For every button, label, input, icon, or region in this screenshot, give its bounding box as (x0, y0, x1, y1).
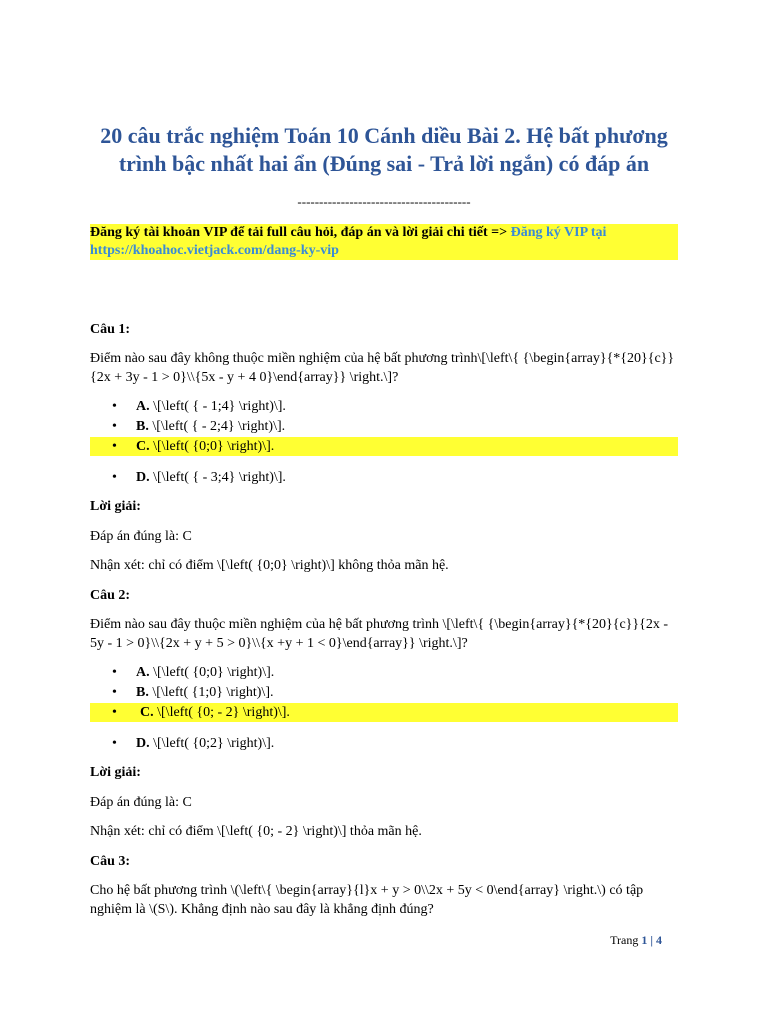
bullet-icon: • (112, 419, 117, 434)
bullet-icon: • (112, 665, 117, 680)
bullet-icon: • (112, 705, 117, 720)
option-text: \[\left( {0; - 2} \right)\]. (153, 705, 290, 720)
q1-note: Nhận xét: chỉ có điểm \[\left( {0;0} \right)\] không thỏa mãn hệ. (90, 558, 449, 573)
option-letter: B. (136, 685, 149, 700)
question-2-label: Câu 2: (90, 588, 131, 603)
question-1-text: Điểm nào sau đây không thuộc miền nghiệm của hệ bất phương trình\[\left\{ {\begin{array}{*{20}{c}}{2x + 3y - 1 > 0}\\{5x - y + 4 0}\end{array}} \right.\]? (90, 351, 675, 385)
bullet-icon: • (112, 470, 117, 485)
option-letter: A. (136, 665, 150, 680)
question-3-label: Câu 3: (90, 854, 131, 869)
q1-answer: Đáp án đúng là: C (90, 529, 192, 544)
divider: ---------------------------------------- (297, 194, 471, 209)
footer-separator: | (647, 933, 656, 947)
q1-option-c-correct[interactable] (90, 437, 678, 456)
page-footer (0, 932, 662, 948)
option-text: \[\left( {0;0} \right)\]. (149, 665, 275, 680)
bullet-icon: • (112, 736, 117, 751)
footer-prefix: Trang (610, 933, 642, 947)
option-letter: A. (136, 399, 150, 414)
option-letter: C. (136, 439, 150, 454)
q2-option-c-correct[interactable] (90, 703, 678, 722)
option-text: \[\left( {0;0} \right)\]. (149, 439, 275, 454)
bullet-icon: • (112, 399, 117, 414)
question-1-label: Câu 1: (90, 322, 131, 337)
option-text: \[\left( { - 2;4} \right)\]. (148, 419, 286, 434)
current-page: 1 (641, 933, 648, 947)
option-text: \[\left( {1;0} \right)\]. (148, 685, 274, 700)
bullet-icon: • (112, 439, 117, 454)
option-letter: B. (136, 419, 149, 434)
total-pages: 4 (656, 933, 662, 947)
vip-link[interactable]: Đăng ký VIP tại https://khoahoc.vietjack.com/dang-ky-vip (90, 225, 607, 258)
option-letter: D. (136, 470, 150, 485)
option-text: \[\left( { - 3;4} \right)\]. (149, 470, 286, 485)
q2-answer: Đáp án đúng là: C (90, 795, 192, 810)
q2-note: Nhận xét: chỉ có điểm \[\left( {0; - 2} \right)\] thỏa mãn hệ. (90, 824, 422, 839)
option-letter: C. (140, 705, 154, 720)
option-letter: D. (136, 736, 150, 751)
question-2-text: Điểm nào sau đây thuộc miền nghiệm của hệ bất phương trình \[\left\{ {\begin{array}{*{20}{c}}{2x - 5y - 1 > 0}\\{2x + y + 5 > 0}\\{x +y + 1 < 0}\end{array}} \right.\]? (90, 617, 668, 651)
page-title: 20 câu trắc nghiệm Toán 10 Cánh diều Bài 2. Hệ bất phương trình bậc nhất hai ẩn (Đúng sai - Trả lời ngắn) có đáp án (100, 123, 668, 176)
bullet-icon: • (112, 685, 117, 700)
vip-banner (90, 224, 678, 260)
q2-solution-label: Lời giải: (90, 765, 141, 780)
option-text: \[\left( { - 1;4} \right)\]. (149, 399, 286, 414)
question-3-text: Cho hệ bất phương trình \(\left\{ \begin{array}{l}x + y > 0\\2x + 5y < 0\end{array} \right.\) có tập nghiệm là \(S\). Khẳng định nào sau đây là khẳng định đúng? (90, 883, 644, 917)
q1-solution-label: Lời giải: (90, 499, 141, 514)
vip-text: Đăng ký tài khoản VIP để tải full câu hỏi, đáp án và lời giải chi tiết => (90, 225, 511, 240)
option-text: \[\left( {0;2} \right)\]. (149, 736, 275, 751)
